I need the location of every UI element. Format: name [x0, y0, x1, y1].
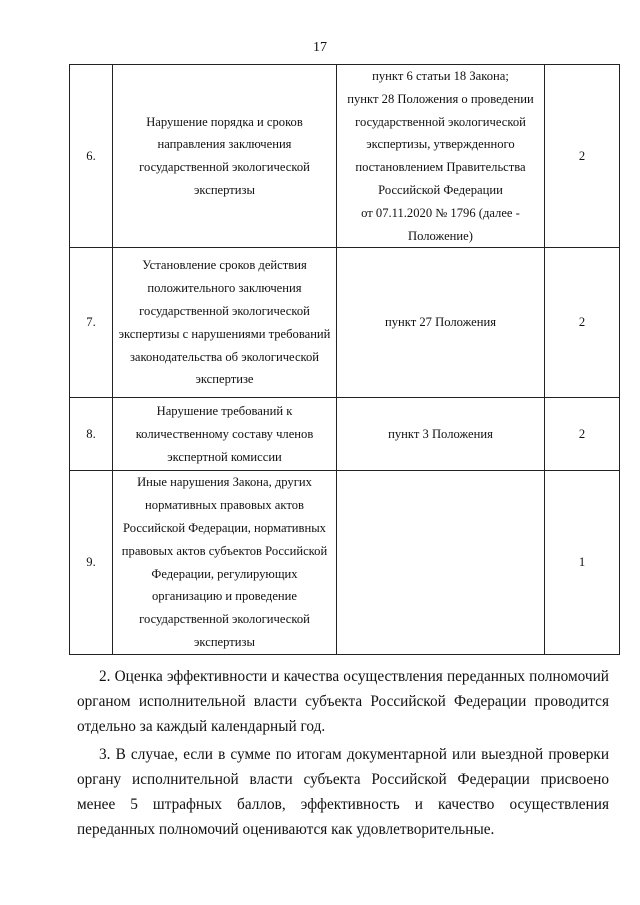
- page-number: 17: [313, 40, 327, 55]
- penalty-score-cell: 2: [545, 398, 620, 471]
- row-number-cell: 6.: [70, 65, 113, 248]
- table-row: [70, 65, 620, 248]
- legal-reference-cell: пункт 6 статьи 18 Закона; пункт 28 Положения о проведении государственной экологической экспертизы, утвержденного постановлением Правительства Российской Федерации от 07.11.2020 № 1796 (далее - Положение): [337, 65, 545, 248]
- row-number-cell: 8.: [70, 398, 113, 471]
- violation-cell: Иные нарушения Закона, других нормативных правовых актов Российской Федерации, нормативных правовых актов субъектов Российской Федерации, регулирующих организацию и проведение государственной экологической экспертизы: [113, 471, 337, 654]
- table-row: [70, 248, 620, 398]
- legal-reference-cell: [337, 471, 545, 654]
- table-row: [70, 471, 620, 654]
- paragraph-satisfactory-assessment: 3. В случае, если в сумме по итогам документарной или выездной проверки органу исполнительной власти субъекта Российской Федерации присвоено менее 5 штрафных баллов, эффективность и качество осуществления переданных полномочий оцениваются как удовлетворительные.: [77, 746, 609, 838]
- penalty-score-cell: 2: [545, 248, 620, 398]
- paragraph-evaluation-period: 2. Оценка эффективности и качества осуществления переданных полномочий органом исполнительной власти субъекта Российской Федерации проводится отдельно за каждый календарный год.: [77, 668, 609, 735]
- violation-cell: Нарушение требований к количественному составу членов экспертной комиссии: [113, 398, 337, 471]
- legal-reference-cell: пункт 3 Положения: [337, 398, 545, 471]
- penalty-score-cell: 1: [545, 471, 620, 654]
- legal-reference-cell: пункт 27 Положения: [337, 248, 545, 398]
- row-number-cell: 7.: [70, 248, 113, 398]
- violations-table: [69, 64, 620, 655]
- violation-cell: Нарушение порядка и сроков направления заключения государственной экологической экспертизы: [113, 65, 337, 248]
- penalty-score-cell: 2: [545, 65, 620, 248]
- violation-cell: Установление сроков действия положительного заключения государственной экологической экспертизы с нарушениями требований законодательства об экологической экспертизе: [113, 248, 337, 398]
- table-row: [70, 398, 620, 471]
- row-number-cell: 9.: [70, 471, 113, 654]
